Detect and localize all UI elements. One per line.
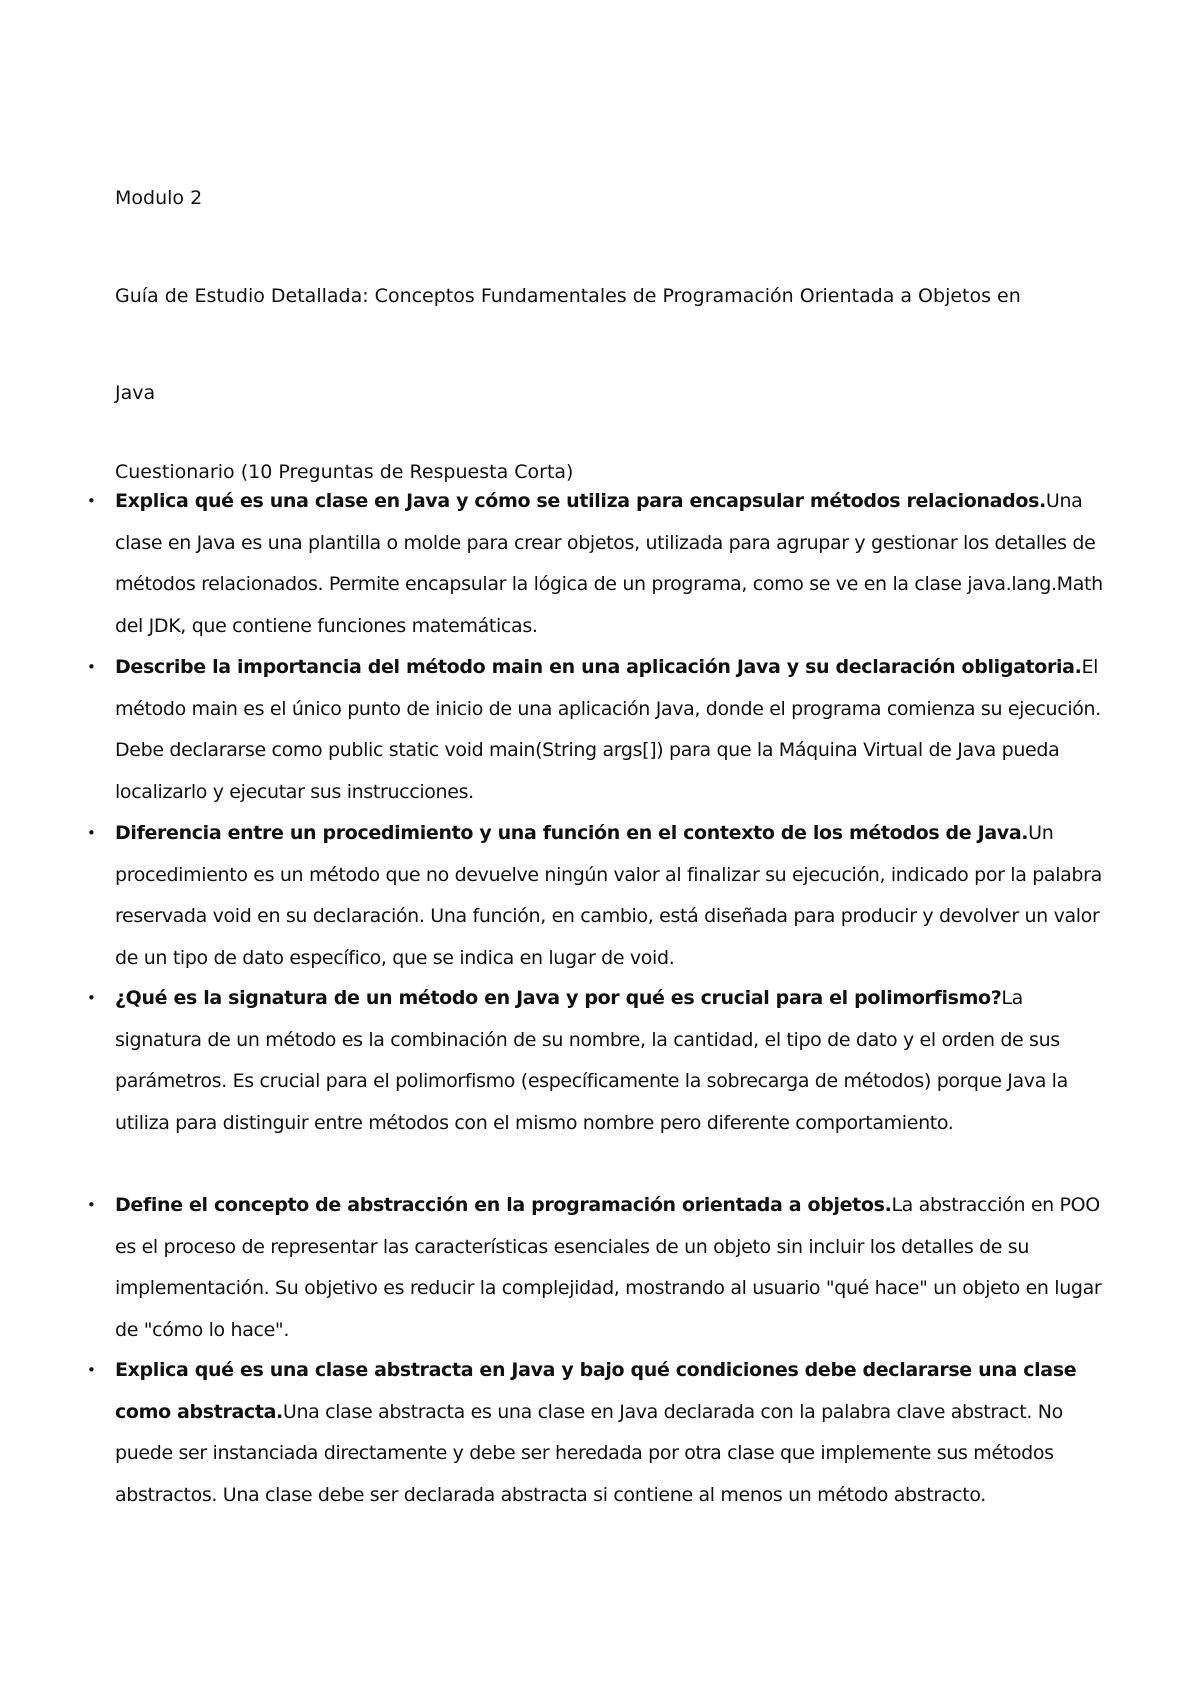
guide-title-line-2: Java	[115, 382, 156, 404]
guide-title-line-1: Guía de Estudio Detallada: Conceptos Fundamentales de Programación Orientada a Objetos en	[115, 285, 1021, 307]
answer-text: La abstracción en POO es el proceso de representar las características esenciales de un objeto sin incluir los detalles de su implementación. Su objetivo es reducir la complejidad, mostrando al usuario "qué hace" un objeto en lugar de "cómo lo hace".	[115, 1194, 1102, 1341]
question-text: Define el concepto de abstracción en la programación orientada a objetos.	[115, 1194, 892, 1216]
answer-text: Una clase en Java es una plantilla o molde para crear objetos, utilizada para agrupar y gestionar los detalles de métodos relacionados. Permite encapsular la lógica de un programa, como se ve en la clase java.lang.Math del JDK, que contiene funciones matemáticas.	[115, 490, 1103, 637]
question-text: Explica qué es una clase abstracta en Java y bajo qué condiciones debe declararse una clase como abstracta.	[115, 1359, 1077, 1423]
question-text: Describe la importancia del método main en una aplicación Java y su declaración obligatoria.	[115, 656, 1082, 678]
list-item	[115, 481, 1115, 647]
module-title: Modulo 2	[115, 187, 203, 209]
question-text: Explica qué es una clase en Java y cómo se utiliza para encapsular métodos relacionados.	[115, 490, 1046, 512]
list-item	[115, 813, 1115, 979]
answer-text: Un procedimiento es un método que no devuelve ningún valor al finalizar su ejecución, indicado por la palabra reservada void en su declaración. Una función, en cambio, está diseñada para producir y devolver un valor de un tipo de dato específico, que se indica en lugar de void.	[115, 822, 1102, 969]
question-text: ¿Qué es la signatura de un método en Java y por qué es crucial para el polimorfismo?	[115, 987, 1002, 1009]
list-item	[115, 978, 1115, 1144]
list-item	[115, 1185, 1115, 1351]
list-item	[115, 647, 1115, 813]
answer-text: Una clase abstracta es una clase en Java declarada con la palabra clave abstract. No puede ser instanciada directamente y debe ser heredada por otra clase que implemente sus métodos abstractos. Una clase debe ser declarada abstracta si contiene al menos un método abstracto.	[115, 1400, 1063, 1506]
answer-text: La signatura de un método es la combinación de su nombre, la cantidad, el tipo de dato y el orden de sus parámetros. Es crucial para el polimorfismo (específicamente la sobrecarga de métodos) porque Java la utiliza para distinguir entre métodos con el mismo nombre pero diferente comportamiento.	[115, 987, 1068, 1134]
quiz-title: Cuestionario (10 Preguntas de Respuesta Corta)	[115, 461, 574, 483]
question-text: Diferencia entre un procedimiento y una función en el contexto de los métodos de Java.	[115, 822, 1029, 844]
answer-text: El método main es el único punto de inicio de una aplicación Java, donde el programa comienza su ejecución. Debe declararse como public static void main(String args[]) para que la Máquina Virtual de Java pueda localizarlo y ejecutar sus instrucciones.	[115, 656, 1101, 803]
list-item	[115, 1350, 1115, 1516]
